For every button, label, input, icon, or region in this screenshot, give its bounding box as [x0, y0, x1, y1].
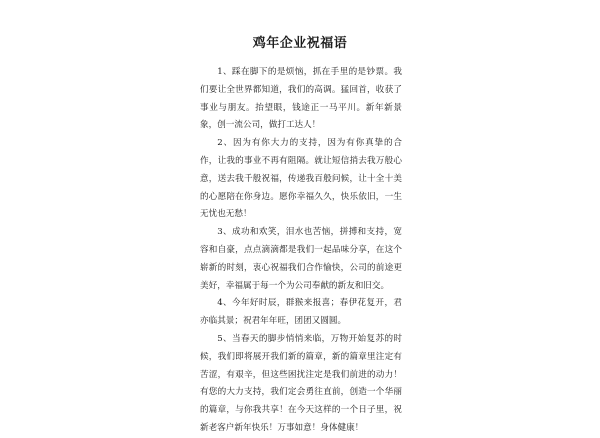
document-body [200, 64, 402, 438]
paragraph-4: 4、今年好时辰，群猴来报喜；春伊花复开，君亦临其景；祝君年年旺，团团又圆圆。 [200, 298, 402, 327]
paragraph-2: 2、因为有你大力的支持，因为有你真挚的合作，让我的事业不再有阻隔。就让短信捎去我万般心意，送去我千般祝福，传递我百般问候，让十全十美的心愿陪在你身边。愿你幸福久久，快乐依旧，一生无忧也无愁！ [200, 138, 402, 220]
document-title: 鸡年企业祝福语 [252, 36, 348, 51]
paragraph-3: 3、成功和欢笑，泪水也苦恼，拼搏和支持，宽容和自豪，点点滴滴都是我们一起品味分享，在这个崭新的时刻，衷心祝福我们合作愉快，公司的前途更美好，幸福属于每一个为公司奉献的新友和旧交。 [200, 227, 402, 291]
paragraph-5: 5、当春天的脚步悄悄来临，万物开始复苏的时候，我们即将展开我们新的篇章，新的篇章里注定有苦涩，有艰辛，但这些困扰注定是我们前进的动力！有您的大力支持，我们定会勇往直前，创造一个华丽的篇章，与你我共享！在今天这样的一个日子里，祝新老客户新年快乐！万事如意！身体健康！ [200, 333, 402, 433]
paragraph-1: 1、踩在脚下的是烦恼，抓在手里的是钞票。我们要让全世界都知道，我们的高调。猛回首，收获了事业与朋友。抬望眼，钱途正一马平川。新年新景象，创一流公司，做打工达人！ [200, 67, 402, 131]
